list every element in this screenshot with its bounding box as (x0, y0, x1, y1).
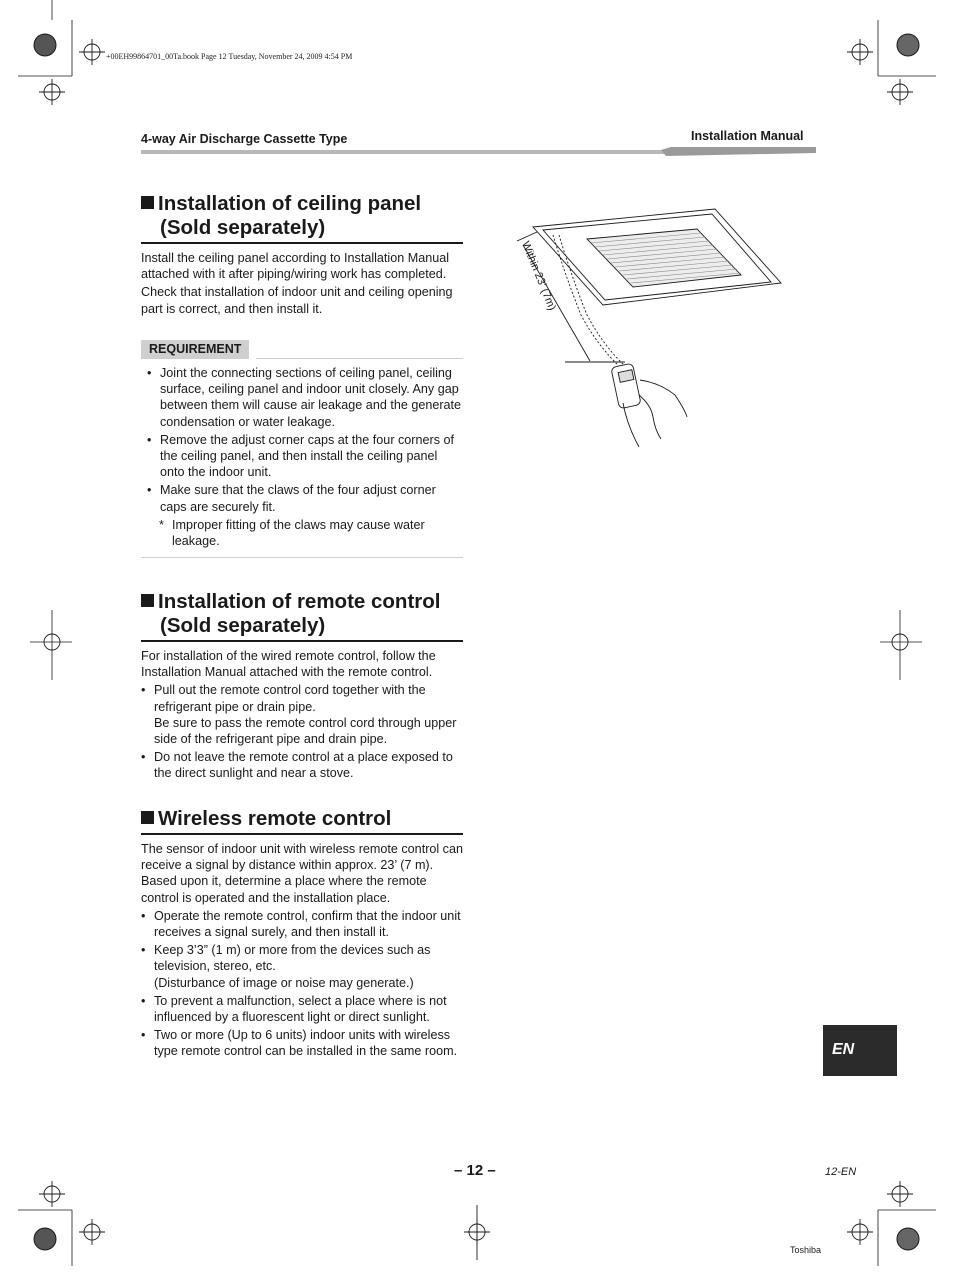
remote-control-drawing (611, 363, 641, 409)
language-tab-label: EN (832, 1041, 855, 1058)
paragraph: The sensor of indoor unit with wireless remote control can receive a signal by distance within approx. 23’ (7 m). Based upon it, determine a place where the remote control is operated and the installation place. (141, 842, 463, 905)
title-line-1: Wireless remote control (158, 807, 392, 830)
list-item (147, 482, 463, 514)
ceiling-panel-illustration (505, 205, 790, 455)
language-tab (823, 1025, 897, 1076)
brand-name: Toshiba (790, 1245, 822, 1255)
header-rule (141, 147, 816, 156)
list-item: • Operate the remote control, confirm that the indoor unit receives a signal surely, and then install it. (141, 908, 463, 940)
wireless-remote-text (141, 841, 463, 1062)
list-item-extra: Be sure to pass the remote control cord through upper side of the refrigerant pipe and drain pipe. (154, 715, 457, 747)
square-bullet-icon (141, 811, 154, 824)
section-title-ceiling-panel (141, 192, 463, 244)
note-mark: * (159, 517, 164, 532)
ceiling-panel-text (141, 250, 463, 319)
section-title-remote-control (141, 590, 463, 642)
list-item-text: Make sure that the claws of the four adjust corner caps are securely fit. (160, 483, 436, 514)
list-item: • Remove the adjust corner caps at the four corners of the ceiling panel, and then install the ceiling panel onto the indoor unit. (147, 432, 463, 481)
page-code: 12-EN (825, 1166, 857, 1178)
list-item-extra: (Disturbance of image or noise may generate.) (154, 975, 414, 990)
running-header-right: Installation Manual (691, 129, 804, 143)
list-item: • Two or more (Up to 6 units) indoor units with wireless type remote control can be installed in the same room. (141, 1027, 463, 1059)
list-item: • To prevent a malfunction, select a place where is not influenced by a fluorescent light or direct sunlight. (141, 993, 463, 1025)
page-number: – 12 – (454, 1162, 496, 1179)
note-text: Improper fitting of the claws may cause water leakage. (172, 517, 425, 549)
title-line-2: (Sold separately) (160, 216, 326, 239)
list-item (141, 682, 463, 747)
title-line-2: (Sold separately) (160, 614, 326, 637)
list-item (141, 942, 463, 991)
square-bullet-icon (141, 196, 154, 209)
running-header-left: 4-way Air Discharge Cassette Type (141, 132, 348, 146)
list-item: • Joint the connecting sections of ceiling panel, ceiling surface, ceiling panel and indoor unit closely. Any gap between them will cause air leakage and the generate condensation or water leakage. (147, 365, 463, 430)
requirement-rule (256, 358, 463, 359)
remote-control-text (141, 648, 463, 784)
requirement-list (147, 365, 463, 549)
list-item-text: Keep 3’3” (1 m) or more from the devices such as television, stereo, etc. (154, 943, 431, 974)
paragraph: Install the ceiling panel according to Installation Manual attached with it after piping/wiring work has completed. (141, 251, 450, 282)
requirement-label: REQUIREMENT (141, 340, 249, 359)
note (147, 517, 463, 549)
requirement-box (141, 340, 463, 558)
section-title-wireless-remote (141, 807, 463, 835)
title-line-1: Installation of remote control (158, 590, 441, 613)
paragraph: Check that installation of indoor unit and ceiling opening part is correct, and then install it. (141, 285, 453, 316)
print-info: +00EH99864701_00Ta.book Page 12 Tuesday, November 24, 2009 4:54 PM (106, 52, 353, 61)
square-bullet-icon (141, 594, 154, 607)
list-item: • Do not leave the remote control at a place exposed to the direct sunlight and near a stove. (141, 749, 463, 781)
paragraph: For installation of the wired remote control, follow the Installation Manual attached with the remote control. (141, 649, 436, 680)
title-line-1: Installation of ceiling panel (158, 192, 422, 215)
list-item-text: Pull out the remote control cord together with the refrigerant pipe or drain pipe. (154, 683, 426, 714)
distance-label: Within 23’ (7m) (519, 239, 558, 313)
